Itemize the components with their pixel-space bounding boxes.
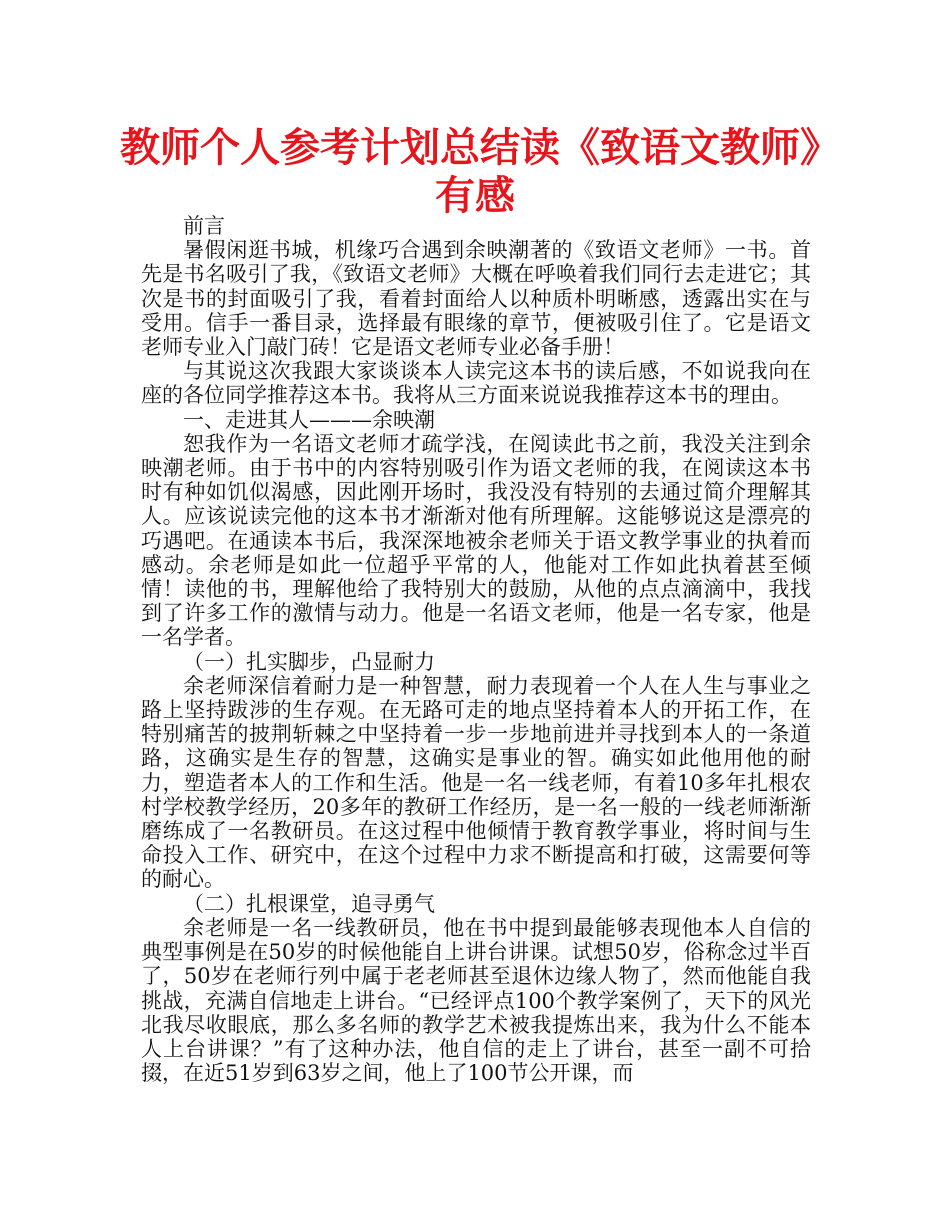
document-title: 教师个人参考计划总结读《致语文教师》	[120, 125, 840, 171]
body-paragraph: 余老师是一名一线教研员，他在书中提到最能够表现他本人自信的典型事例是在50岁的时候他能自上讲台讲课。试想50岁，俗称念过半百了，50岁在老师行列中属于老老师甚至退休边缘人物了，然而他能自我挑战，充满自信地走上讲台。“已经评点100个教学案例了，天下的风光北我尽收眼底，那么多名师的教学艺术被我提炼出来，我为什么不能本人上台讲课？”有了这种办法，他自信的走上了讲台，甚至一副不可拾掇，在近51岁到63岁之间，他上了100节公开课，而	[141, 915, 811, 1086]
subsection-heading: （一）扎实脚步，凸显耐力	[183, 649, 435, 674]
document-title-continued: 有感	[435, 173, 515, 219]
body-paragraph: 恕我作为一名语文老师才疏学浅，在阅读此书之前，我没关注到余映潮老师。由于书中的内容特别吸引作为语文老师的我，在阅读这本书时有种如饥似渴感，因此刚开场时，我没没有特别的去通过简介理解其人。应该说读完他的这本书才渐渐对他有所理解。这能够说这是漂亮的巧遇吧。在通读本书后，我深深地被余老师关于语文教学事业的执着而感动。余老师是如此一位超乎平常的人，他能对工作如此执着甚至倾情！读他的书，理解他给了我特别大的鼓励，从他的点点滴滴中，我找到了许多工作的激情与动力。他是一名语文老师，他是一名专家，他是一名学者。	[141, 431, 811, 650]
body-paragraph: 与其说这次我跟大家谈谈本人读完这本书的读后感，不如说我向在座的各位同学推荐这本书。我将从三方面来说说我推荐这本书的理由。	[141, 359, 811, 408]
preface-heading: 前言	[183, 214, 225, 238]
subsection-heading: （二）扎根课堂，追寻勇气	[183, 891, 435, 916]
body-paragraph: 余老师深信着耐力是一种智慧，耐力表现着一个人在人生与事业之路上坚持跋涉的生存观。在无路可走的地点坚持着本人的开拓工作，在特别痛苦的披荆斩棘之中坚持着一步一步地前进并寻找到本人的一条道路，这确实是生存的智慧，这确实是事业的智。确实如此他用他的耐力，塑造者本人的工作和生活。他是一名一线老师，有着10多年扎根农村学校教学经历，20多年的教研工作经历，是一名一般的一线老师渐渐磨练成了一名教研员。在这过程中他倾情于教育教学事业，将时间与生命投入工作、研究中，在这个过程中力求不断提高和打破，这需要何等的耐心。	[141, 673, 811, 892]
section-heading: 一、走进其人———余映潮	[183, 407, 435, 432]
document-body	[141, 214, 811, 1085]
body-paragraph: 暑假闲逛书城，机缘巧合遇到余映潮著的《致语文老师》一书。首先是书名吸引了我，《致语文老师》大概在呼唤着我们同行去走进它；其次是书的封面吸引了我，看着封面给人以种质朴明晰感，透露出实在与受用。信手一番目录，选择最有眼缘的章节，便被吸引住了。它是语文老师专业入门敲门砖！它是语文老师专业必备手册！	[141, 238, 811, 360]
